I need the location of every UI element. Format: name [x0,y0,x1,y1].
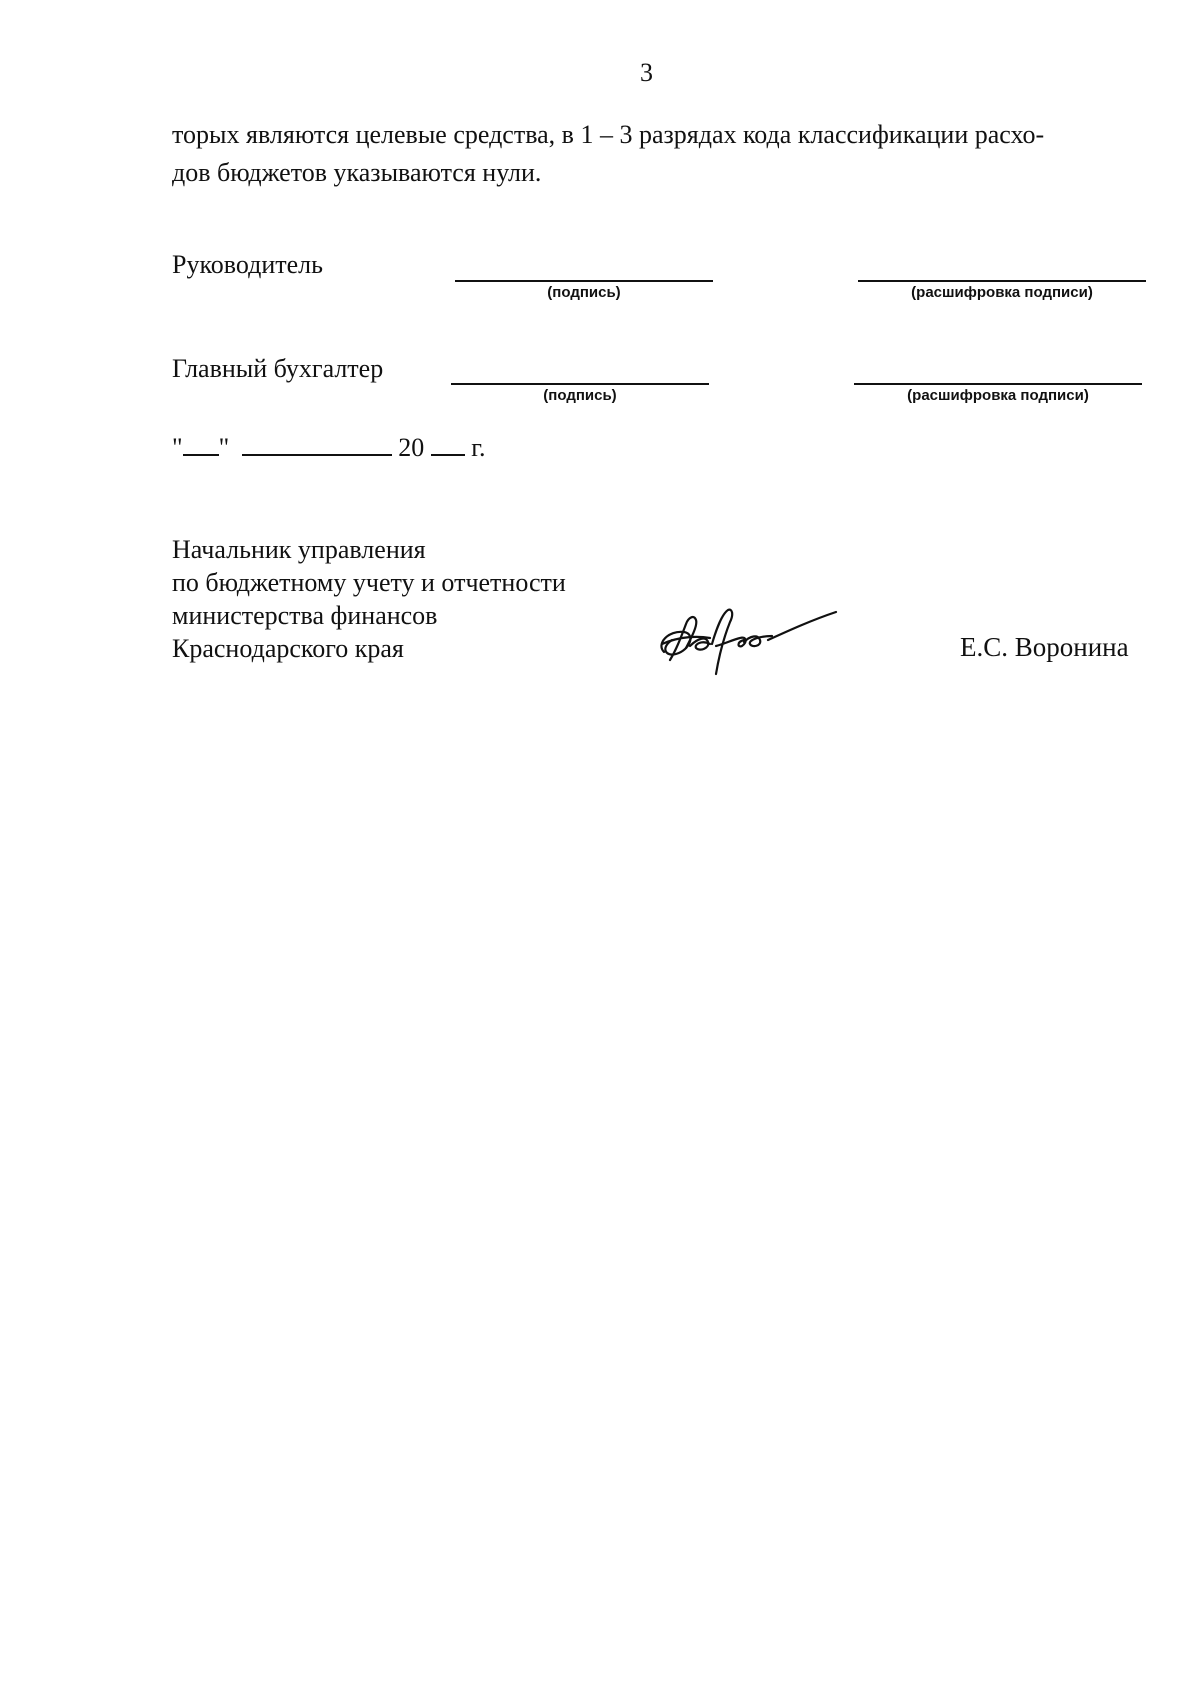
body-paragraph [172,116,1172,192]
month-blank [242,432,392,456]
position-line: по бюджетному учету и отчетности [172,568,566,597]
position-line: министерства финансов [172,601,438,630]
paragraph-line: дов бюджетов указываются нули. [172,158,542,187]
signer-position [172,533,566,665]
role-label: Главный бухгалтер [172,354,384,383]
year-blank [431,432,465,456]
position-line: Начальник управления [172,535,426,564]
handwritten-signature [650,600,850,680]
year-prefix: 20 [398,433,425,462]
position-line: Краснодарского края [172,634,404,663]
decoding-caption: (расшифровка подписи) [907,387,1089,404]
signer-name: Е.С. Воронина [960,632,1129,662]
paragraph-line: торых являются целевые средства, в 1 – 3 разрядах кода классификации расхо- [172,120,1045,149]
quote-open: " [172,433,183,462]
decoding-line [854,383,1142,385]
signature-caption: (подпись) [543,387,617,404]
signature-line [455,280,713,282]
signature-caption: (подпись) [547,284,621,301]
quote-close: " [218,433,230,462]
decoding-caption: (расшифровка подписи) [911,284,1093,301]
signature-line [451,383,709,385]
year-suffix: г. [471,433,486,462]
day-blank [183,432,219,456]
page-number: 3 [640,58,653,87]
date-line [172,432,485,463]
decoding-line [858,280,1146,282]
role-label: Руководитель [172,250,323,279]
